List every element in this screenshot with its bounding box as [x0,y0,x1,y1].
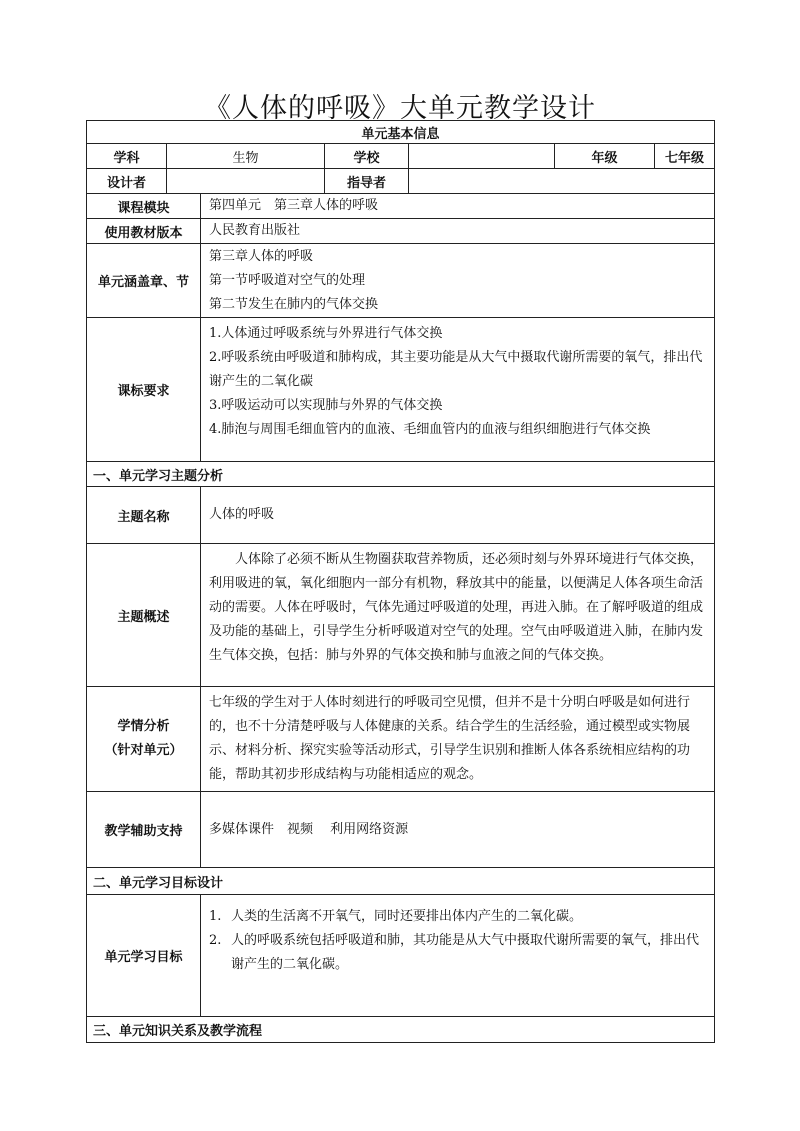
topic-row [86,487,715,544]
analysis-sublabel: （针对单元） [104,743,183,758]
overview-row [86,544,715,687]
analysis-content [201,687,714,791]
goal-item [209,929,706,977]
goals-list [201,895,714,1016]
chapters-list [201,244,714,317]
standards-list [201,318,714,461]
section1-heading: 一、单元学习主题分析 [93,468,224,484]
section2-heading-row [86,868,715,895]
analysis-text: 七年级的学生对于人体时刻进行的呼吸司空见惯，但并不是十分明白呼吸是如何进行的，也不十分清楚呼吸与人体健康的关系。结合学生的生活经验，通过模型或实物展示、材料分析、探究实验等活动形式，引导学生识别和推断人体各系统相应结构的功能，帮助其初步形成结构与功能相适应的观念。 [209,695,691,782]
standard-item: 4.肺泡与周围毛细血管内的血液、毛细血管内的血液与组织细胞进行气体交换 [209,422,651,437]
chapter-item: 第一节呼吸道对空气的处理 [209,272,366,288]
standards-row [86,318,715,462]
goal-number: 2. [209,933,222,948]
chapters-row [86,244,715,318]
topic-value: 人体的呼吸 [209,507,275,522]
standard-item: 1.人体通过呼吸系统与外界进行气体交换 [209,326,443,341]
standard-item: 3.呼吸运动可以实现肺与外界的气体交换 [209,398,443,413]
module-row [86,194,715,219]
standard-item: 2.呼吸系统由呼吸道和肺构成，其主要功能是从大气中摄取代谢所需要的氧气，排出代谢产生的二氧化碳 [209,350,703,389]
designer-label: 设计者 [87,169,167,193]
chapter-item: 第三章人体的呼吸 [209,248,314,264]
module-label: 课程模块 [87,194,201,218]
subject-value: 生物 [167,144,325,168]
goal-text: 人的呼吸系统包括呼吸道和肺，其功能是从大气中摄取代谢所需要的氧气，排出代谢产生的二氧化碳。 [231,933,700,972]
grade-label: 年级 [555,144,655,168]
design-table [86,120,715,1043]
support-row [86,792,715,868]
goal-number: 1. [209,909,222,924]
support-value: 多媒体课件 视频 利用网络资源 [209,821,409,837]
support-label: 教学辅助支持 [87,792,201,867]
subject-label: 学科 [87,144,167,168]
goal-text: 人类的生活离不开氧气，同时还要排出体内产生的二氧化碳。 [231,909,583,924]
advisor-label: 指导者 [325,169,409,193]
overview-label: 主题概述 [87,544,201,686]
textbook-label: 使用教材版本 [87,219,201,243]
document-title: 《人体的呼吸》大单元教学设计 [204,93,596,124]
overview-text: 人体除了必须不断从生物圈获取营养物质，还必须时刻与外界环境进行气体交换，利用吸进的氧，氧化细胞内一部分有机物，释放其中的能量，以便满足人体各项生命活动的需要。人体在呼吸时，气体先通过呼吸道的处理，再进入肺。在了解呼吸道的组成及功能的基础上，引导学生分析呼吸道对空气的处理。空气由呼吸道进入肺，在肺内发生气体交换，包括：肺与外界的气体交换和肺与血液之间的气体交换。 [209,552,704,663]
textbook-row [86,219,715,244]
analysis-label: 学情分析 [117,719,170,734]
chapters-label: 单元涵盖章、节 [87,244,201,317]
textbook-value: 人民教育出版社 [209,223,301,238]
section1-heading-row [86,462,715,487]
designer-row [86,169,715,194]
subject-row [86,144,715,169]
section2-heading: 二、单元学习目标设计 [93,875,224,891]
overview-content [201,544,714,686]
goal-item [209,905,582,929]
goals-label: 单元学习目标 [87,895,201,1016]
goals-row [86,895,715,1017]
section3-heading: 三、单元知识关系及教学流程 [93,1024,263,1039]
basic-info-header-row [86,120,715,144]
school-value [409,144,555,168]
chapter-item: 第二节发生在肺内的气体交换 [209,296,379,312]
school-label: 学校 [325,144,409,168]
section3-heading-row [86,1017,715,1043]
designer-value [167,169,325,193]
grade-value: 七年级 [664,150,704,166]
analysis-label-cell [87,687,201,791]
basic-info-header: 单元基本信息 [361,126,440,142]
standards-label: 课标要求 [87,318,201,461]
topic-label: 主题名称 [87,487,201,543]
advisor-value [409,169,714,193]
module-value: 第四单元 第三章人体的呼吸 [209,198,379,213]
analysis-row [86,687,715,792]
